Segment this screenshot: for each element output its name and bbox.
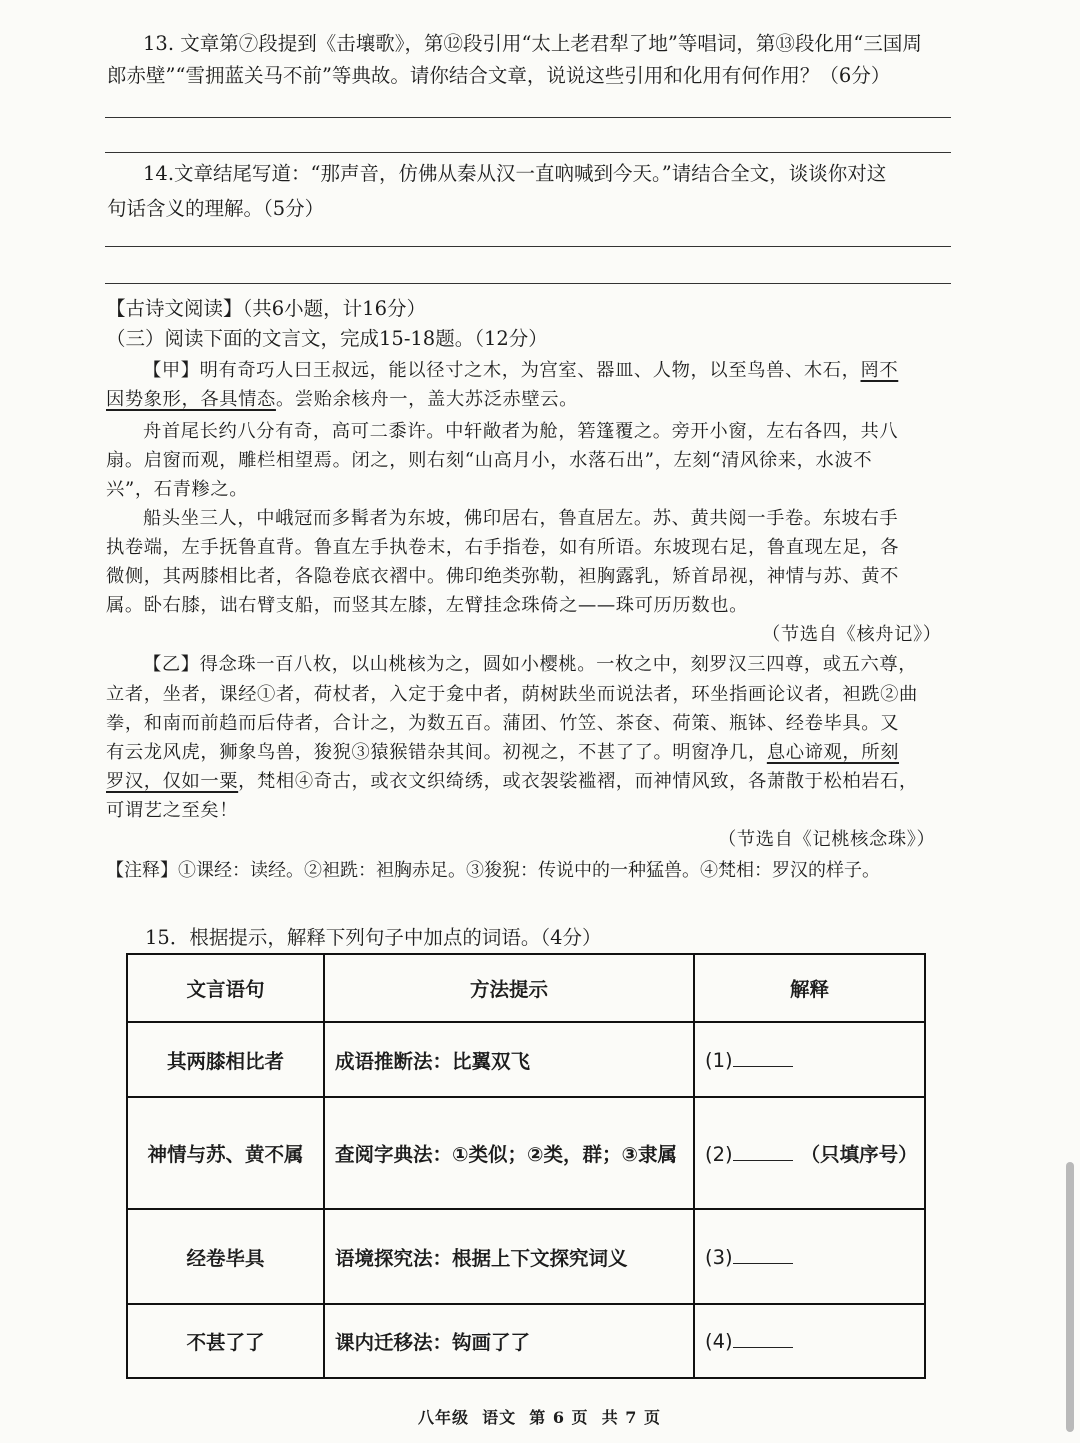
jia-source: （节选自《核舟记》） xyxy=(762,624,942,645)
sentence-cell: 神情与苏、黄不属 xyxy=(127,1097,324,1209)
q14-line2: 句话含义的理解。（5分） xyxy=(107,197,325,220)
jia-line7: 执卷端，左手抚鲁直背。鲁直左手执卷末，右手指卷，如有所语。东坡现右足，鲁直现左足，各 xyxy=(106,537,900,558)
yi-line4: 有云龙风虎，狮象鸟兽，狻猊③猿猴错杂其间。初视之，不甚了了。明窗净几，息心谛观，所刻 xyxy=(106,742,900,763)
section-title: 【古诗文阅读】（共6小题，计16分） xyxy=(106,297,426,320)
jia-line1: 【甲】明有奇巧人曰王叔远，能以径寸之木，为宫室、器皿、人物，以至鸟兽、木石，罔不 xyxy=(143,360,899,381)
table-header: 文言语句 xyxy=(127,954,324,1022)
answer-cell[interactable] xyxy=(694,1022,925,1097)
jia-line3: 舟首尾长约八分有奇，高可二黍许。中轩敞者为舱，箬篷覆之。旁开小窗，左右各四，共八 xyxy=(143,421,899,442)
answer-number: (3) xyxy=(705,1245,733,1269)
yi-line2: 立者，坐者，课经①者，荷杖者，入定于龛中者，荫树趺坐而说法者，环坐指画论议者，袒跣②曲 xyxy=(106,684,918,705)
answer-line xyxy=(105,152,951,153)
answer-cell[interactable] xyxy=(694,1304,925,1378)
answer-cell[interactable] xyxy=(694,1209,925,1304)
answer-blank[interactable] xyxy=(733,1329,793,1348)
yi-source: （节选自《记桃核念珠》） xyxy=(718,829,936,850)
table-row xyxy=(127,1209,925,1304)
table-header-row xyxy=(127,954,925,1022)
scrollbar[interactable] xyxy=(1066,1162,1074,1432)
yi-line3: 拳，和南而前趋而后侍者，合计之，为数五百。蒲团、竹笠、茶奁、荷策、瓶钵、经卷毕具。又 xyxy=(106,713,900,734)
answer-blank[interactable] xyxy=(733,1142,793,1161)
jia-line5: 兴”，石青糁之。 xyxy=(106,479,249,500)
table-header: 方法提示 xyxy=(324,954,694,1022)
answer-blank[interactable] xyxy=(733,1048,793,1067)
answer-blank[interactable] xyxy=(733,1245,793,1264)
section-subtitle: （三）阅读下面的文言文，完成15-18题。（12分） xyxy=(106,327,548,350)
answer-table xyxy=(126,953,926,1379)
yi-line6: 可谓艺之至矣！ xyxy=(106,800,239,821)
table-row xyxy=(127,1304,925,1378)
jia-line6: 船头坐三人，中峨冠而多髯者为东坡，佛印居右，鲁直居左。苏、黄共阅一手卷。东坡右手 xyxy=(143,508,899,529)
table-row xyxy=(127,1022,925,1097)
table-row xyxy=(127,1097,925,1209)
answer-cell[interactable] xyxy=(694,1097,925,1209)
q14-line1: 14.文章结尾写道：“那声音，仿佛从秦从汉一直吶喊到今天。”请结合全文，谈谈你对这 xyxy=(143,162,887,185)
answer-line xyxy=(105,117,951,118)
yi-line5: 罗汉，仅如一粟，梵相④奇古，或衣文织绮绣，或衣袈裟褴褶，而神情风致，各萧散于松柏岩石， xyxy=(106,771,918,792)
page-footer: 八年级 语文 第 6 页 共 7 页 xyxy=(418,1408,661,1427)
answer-line xyxy=(105,246,951,247)
method-cell: 课内迁移法：钩画了了 xyxy=(324,1304,694,1378)
jia-line2: 因势象形，各具情态。尝贻余核舟一，盖大苏泛赤壁云。 xyxy=(106,389,579,410)
notes: 【注释】①课经：读经。②袒跣：袒胸赤足。③狻猊：传说中的一种猛兽。④梵相：罗汉的样子。 xyxy=(106,860,880,881)
method-cell: 查阅字典法：①类似；②类，群；③隶属 xyxy=(324,1097,694,1209)
answer-line xyxy=(105,283,951,284)
sentence-cell: 不甚了了 xyxy=(127,1304,324,1378)
answer-number: (4) xyxy=(705,1330,733,1353)
q15-title: 15．根据提示，解释下列句子中加点的词语。（4分） xyxy=(145,926,602,949)
answer-number: (2) xyxy=(705,1143,733,1166)
yi-line1: 【乙】得念珠一百八枚，以山桃核为之，圆如小樱桃。一枚之中，刻罗汉三四尊，或五六尊， xyxy=(143,654,918,675)
jia-line4: 扇。启窗而观，雕栏相望焉。闭之，则右刻“山高月小，水落石出”，左刻“清风徐来，水波不 xyxy=(106,450,873,471)
jia-line9: 属。卧右膝，诎右臂支船，而竖其左膝，左臂挂念珠倚之——珠可历历数也。 xyxy=(106,595,748,616)
answer-hint: （只填序号） xyxy=(800,1143,918,1166)
table-header: 解释 xyxy=(694,954,925,1022)
jia-line8: 微侧，其两膝相比者，各隐卷底衣褶中。佛印绝类弥勒，袒胸露乳，矫首昂视，神情与苏、黄不 xyxy=(106,566,900,587)
q13-line2: 郎赤壁”“雪拥蓝关马不前”等典故。请你结合文章，说说这些引用和化用有何作用？（6分） xyxy=(107,64,891,87)
answer-number: (1) xyxy=(705,1048,733,1072)
sentence-cell: 其两膝相比者 xyxy=(127,1022,324,1097)
q13-line1: 13. 文章第⑦段提到《击壤歌》，第⑫段引用“太上老君犁了地”等唱词，第⑬段化用“三国周 xyxy=(143,32,922,55)
sentence-cell: 经卷毕具 xyxy=(127,1209,324,1304)
method-cell: 成语推断法：比翼双飞 xyxy=(324,1022,694,1097)
method-cell: 语境探究法：根据上下文探究词义 xyxy=(324,1209,694,1304)
